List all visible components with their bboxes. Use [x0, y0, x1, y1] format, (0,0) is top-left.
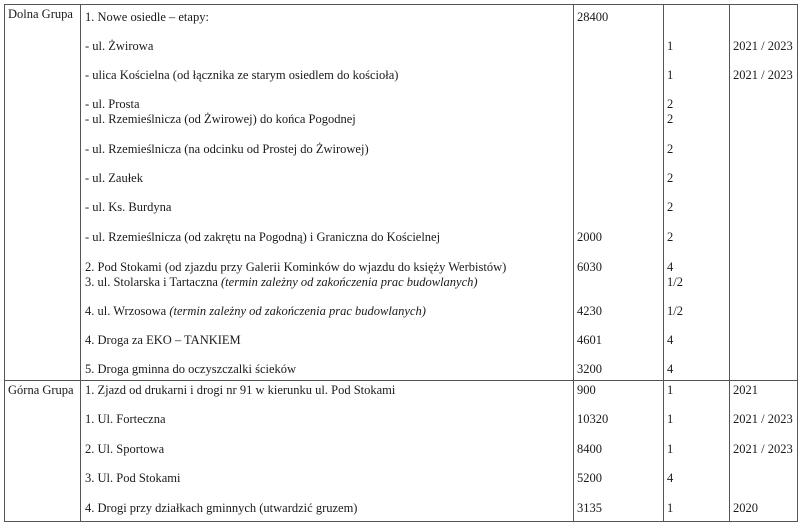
road-years: 2020	[733, 501, 758, 515]
road-name: 3. ul. Stolarska i Tartaczna	[85, 275, 218, 289]
table-row-dolna-grupa	[5, 5, 798, 381]
road-priority: 2	[667, 171, 674, 185]
road-priority: 1/2	[667, 304, 683, 318]
description-cell	[81, 381, 574, 522]
road-description: - ul. Rzemieślnicza (od Żwirowej) do końca Pogodnej	[85, 112, 356, 126]
road-description: - ul. Rzemieślnicza (na odcinku od Prostej do Żwirowej)	[85, 142, 369, 156]
road-description: - ul. Ks. Burdyna	[85, 200, 172, 214]
length-cell	[574, 5, 664, 381]
length-cell	[574, 381, 664, 522]
road-priority: 2	[667, 230, 674, 244]
years-cell	[730, 381, 798, 522]
road-priority: 1	[667, 501, 674, 515]
roads-table	[4, 4, 798, 522]
road-description: 1. Zjazd od drukarni i drogi nr 91 w kierunku ul. Pod Stokami	[85, 383, 396, 397]
road-length: 3135	[577, 501, 602, 515]
group-name-cell	[5, 381, 81, 522]
road-length: 10320	[577, 412, 609, 426]
road-priority: 2	[667, 112, 674, 126]
road-priority: 1	[667, 39, 674, 53]
road-description: 1. Ul. Forteczna	[85, 412, 166, 426]
priority-cell	[664, 5, 730, 381]
description-cell	[81, 5, 574, 381]
road-note: (termin zależny od zakończenia prac budowlanych)	[169, 304, 426, 318]
road-priority: 2	[667, 97, 674, 111]
road-years: 2021 / 2023	[733, 68, 793, 82]
road-length: 5200	[577, 471, 602, 485]
road-description: 2. Ul. Sportowa	[85, 442, 165, 456]
road-priority: 2	[667, 142, 674, 156]
group-name: Dolna Grupa	[8, 7, 73, 21]
road-note: (termin zależny od zakończenia prac budowlanych)	[221, 275, 478, 289]
road-priority: 1/2	[667, 275, 683, 289]
road-years: 2021	[733, 383, 758, 397]
road-description: 4. Droga za EKO – TANKIEM	[85, 333, 241, 347]
road-length: 28400	[577, 10, 609, 24]
group-name: Górna Grupa	[8, 383, 74, 397]
road-description: 1. Nowe osiedle – etapy:	[85, 10, 209, 24]
road-priority: 4	[667, 260, 674, 274]
road-description: 4. Drogi przy działkach gminnych (utwardzić gruzem)	[85, 501, 358, 515]
road-length: 900	[577, 383, 596, 397]
road-name: 4. ul. Wrzosowa	[85, 304, 167, 318]
years-cell	[730, 5, 798, 381]
priority-cell	[664, 381, 730, 522]
road-length: 2000	[577, 230, 602, 244]
road-length: 6030	[577, 260, 602, 274]
road-priority: 1	[667, 412, 674, 426]
road-priority: 1	[667, 383, 674, 397]
road-description: - ul. Rzemieślnicza (od zakrętu na Pogodną) i Graniczna do Kościelnej	[85, 230, 441, 244]
road-length: 4230	[577, 304, 602, 318]
road-priority: 4	[667, 333, 674, 347]
group-name-cell	[5, 5, 81, 381]
road-length: 4601	[577, 333, 602, 347]
road-description	[85, 304, 426, 318]
road-description: - ulica Kościelna (od łącznika ze starym osiedlem do kościoła)	[85, 68, 399, 82]
road-description: 3. Ul. Pod Stokami	[85, 471, 181, 485]
road-priority: 4	[667, 362, 674, 376]
road-description: 2. Pod Stokami (od zjazdu przy Galerii Kominków do wjazdu do księży Werbistów)	[85, 260, 507, 274]
table-row-gorna-grupa	[5, 381, 798, 522]
road-length: 3200	[577, 362, 602, 376]
road-description: - ul. Żwirowa	[85, 39, 154, 53]
road-description: 5. Droga gminna do oczyszczalki ścieków	[85, 362, 297, 376]
road-years: 2021 / 2023	[733, 39, 793, 53]
road-priority: 4	[667, 471, 674, 485]
road-length: 8400	[577, 442, 602, 456]
road-priority: 2	[667, 200, 674, 214]
road-priority: 1	[667, 442, 674, 456]
road-years: 2021 / 2023	[733, 442, 793, 456]
road-description: - ul. Zaułek	[85, 171, 143, 185]
road-priority: 1	[667, 68, 674, 82]
road-years: 2021 / 2023	[733, 412, 793, 426]
road-description: - ul. Prosta	[85, 97, 140, 111]
road-description	[85, 275, 478, 289]
